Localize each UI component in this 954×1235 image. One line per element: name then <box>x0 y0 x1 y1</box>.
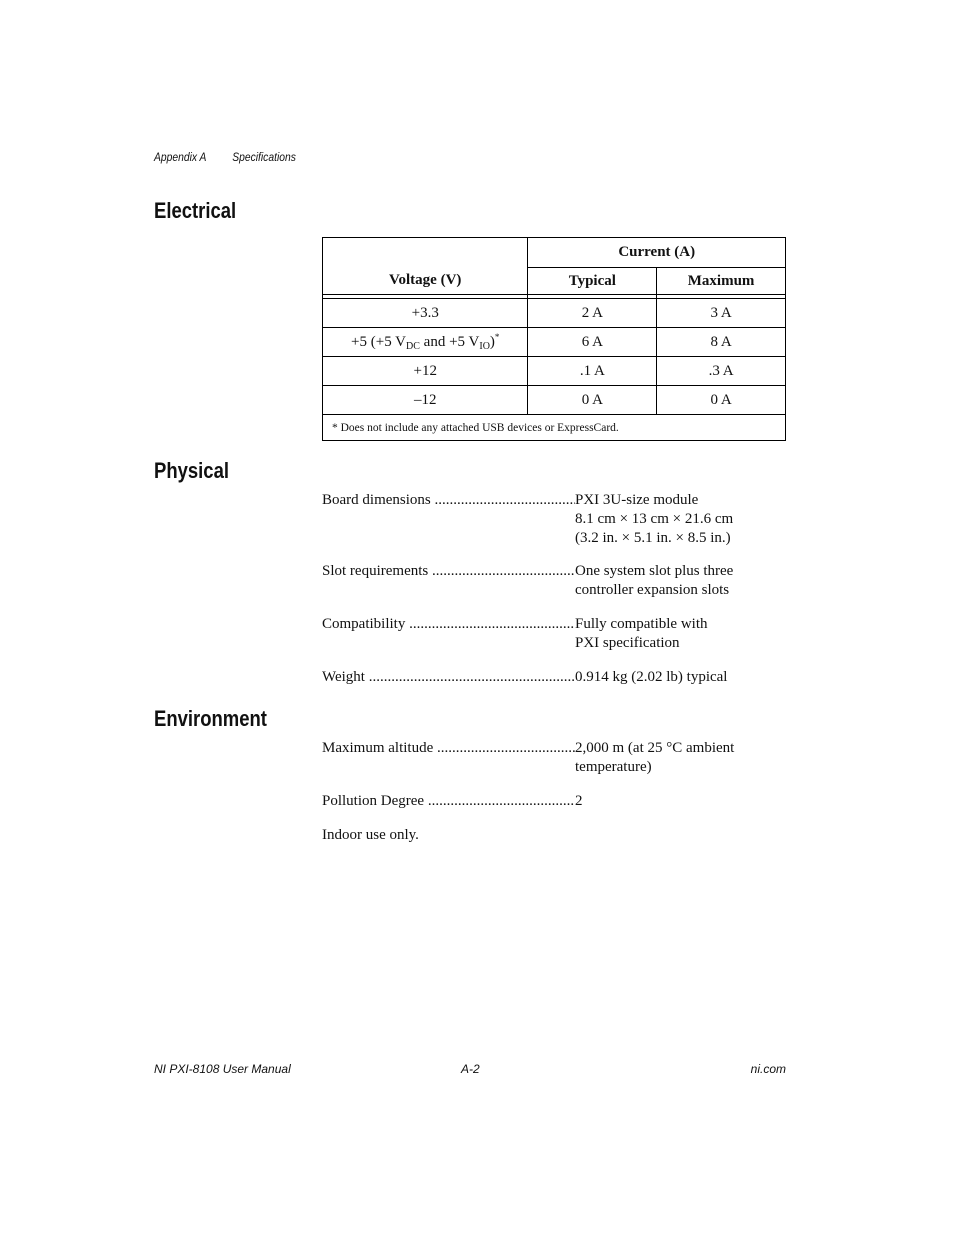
voltage-text: and +5 V <box>419 334 480 350</box>
maximum-cell: 3 A <box>657 299 786 328</box>
footer-page-number: A-2 <box>461 1062 480 1076</box>
spec-value: PXI specification <box>575 635 680 651</box>
spec-value: One system slot plus three <box>575 563 734 579</box>
dc-subscript: DC <box>406 341 420 352</box>
spec-compatibility <box>322 615 786 653</box>
typical-cell: 0 A <box>528 386 657 415</box>
footer-manual-title: NI PXI-8108 User Manual <box>154 1062 291 1076</box>
electrical-table <box>322 237 786 441</box>
appendix-label: Appendix A <box>154 150 207 164</box>
spec-label: Compatibility ..... <box>322 615 575 634</box>
spec-label: Board dimensions ..... <box>322 491 575 510</box>
table-row <box>323 299 786 328</box>
indoor-use-note: Indoor use only. <box>322 827 419 843</box>
spec-value: temperature) <box>575 759 652 775</box>
environment-heading: Environment <box>154 706 267 731</box>
spec-label: Pollution Degree ..... <box>322 792 575 811</box>
spec-label: Weight ..... <box>322 668 575 687</box>
typical-cell: 6 A <box>528 328 657 357</box>
table-row <box>323 357 786 386</box>
section-label: Specifications <box>232 150 296 164</box>
spec-maximum-altitude <box>322 739 786 777</box>
io-subscript: IO <box>479 341 490 352</box>
spec-value: 2 <box>575 793 583 809</box>
voltage-cell: +12 <box>323 357 528 386</box>
spec-value: controller expansion slots <box>575 582 730 598</box>
voltage-header: Voltage (V) <box>323 238 528 295</box>
maximum-header: Maximum <box>657 268 786 295</box>
maximum-cell: 8 A <box>657 328 786 357</box>
maximum-cell: .3 A <box>657 357 786 386</box>
typical-cell: 2 A <box>528 299 657 328</box>
table-footnote: * Does not include any attached USB devices or ExpressCard. <box>323 415 786 441</box>
spec-value: 2,000 m (at 25 °C ambient <box>575 740 735 756</box>
spec-value: (3.2 in. × 5.1 in. × 8.5 in.) <box>575 530 731 546</box>
voltage-cell: +3.3 <box>323 299 528 328</box>
spec-label: Slot requirements ..... <box>322 562 575 581</box>
typical-header: Typical <box>528 268 657 295</box>
spec-slot-requirements <box>322 562 786 600</box>
spec-value: Fully compatible with <box>575 616 708 632</box>
spec-weight <box>322 668 786 687</box>
voltage-text: +5 (+5 V <box>351 334 407 350</box>
spec-value: 8.1 cm × 13 cm × 21.6 cm <box>575 511 734 527</box>
spec-label: Maximum altitude ..... <box>322 739 575 758</box>
maximum-cell: 0 A <box>657 386 786 415</box>
current-header: Current (A) <box>528 238 786 268</box>
spec-value: 0.914 kg (2.02 lb) typical <box>575 669 728 685</box>
spec-board-dimensions <box>322 491 786 548</box>
table-row <box>323 328 786 357</box>
spec-pollution-degree <box>322 792 786 811</box>
voltage-cell: –12 <box>323 386 528 415</box>
voltage-text: ) <box>489 334 495 350</box>
electrical-heading: Electrical <box>154 198 237 223</box>
physical-heading: Physical <box>154 458 229 483</box>
typical-cell: .1 A <box>528 357 657 386</box>
footnote-marker: * <box>494 332 500 342</box>
spec-value: PXI 3U-size module <box>575 492 699 508</box>
footer-website: ni.com <box>750 1062 786 1076</box>
table-row <box>323 386 786 415</box>
running-header <box>154 150 296 164</box>
voltage-cell <box>323 328 528 357</box>
